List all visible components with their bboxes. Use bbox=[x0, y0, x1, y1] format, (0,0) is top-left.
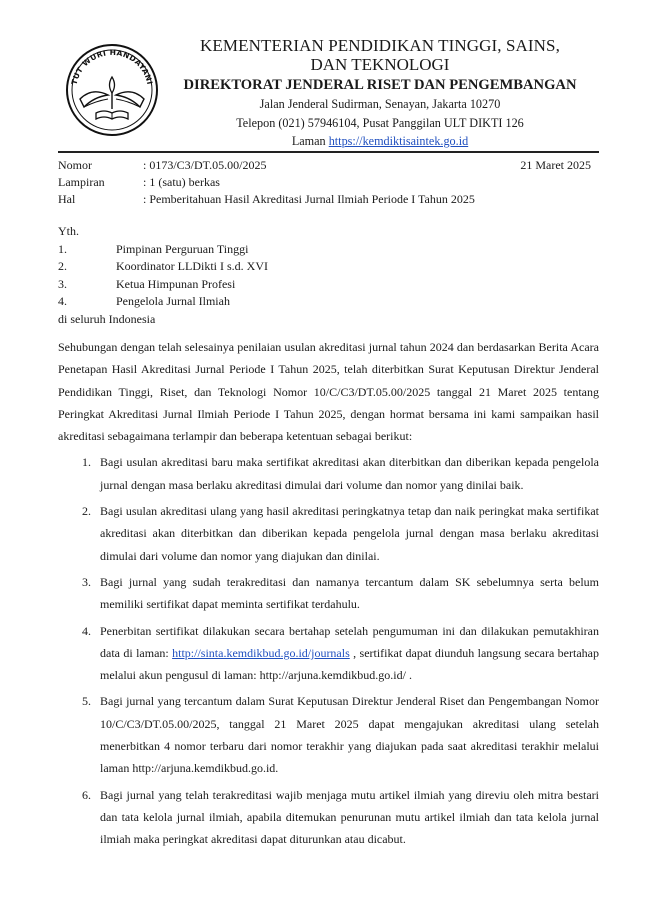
website-line bbox=[150, 134, 610, 150]
meta-row-nomor bbox=[58, 157, 599, 174]
provision-text-b: , sertifikat dapat diunduh langsung secara bertahap melalui akun pengusul di laman: http://arjuna.kemdikbud.go.id/ . bbox=[100, 645, 599, 683]
ministry-name-line2: DAN TEKNOLOGI bbox=[310, 55, 450, 74]
provision-item bbox=[58, 784, 599, 851]
provision-item bbox=[58, 500, 599, 567]
sinta-journals-link[interactable]: http://sinta.kemdikbud.go.id/journals bbox=[172, 645, 350, 660]
provision-text: Bagi usulan akreditasi ulang yang hasil akreditasi peringkatnya tetap dan naik peringkat maka sertifikat akreditasi akan diterbitkan dan diberikan kepada pengelola jurnal dengan masa berlaku akreditasi dimulai dari volume dan nomor yang diajukan dan dinilai. bbox=[100, 504, 599, 563]
recipient-text: Ketua Himpunan Profesi bbox=[116, 276, 236, 291]
provision-number: 1. bbox=[82, 455, 91, 470]
recipient-item bbox=[58, 293, 230, 311]
address: Jalan Jenderal Sudirman, Senayan, Jakarta 10270 bbox=[259, 97, 501, 111]
letter-body bbox=[58, 336, 599, 851]
provision-text: Bagi jurnal yang sudah terakreditasi dan namanya tercantum dalam SK sebelumnya serta belum memiliki sertifikat dapat meminta sertifikat terdahulu. bbox=[100, 574, 599, 612]
website-label: Laman bbox=[291, 134, 326, 148]
recipient-text: Pimpinan Perguruan Tinggi bbox=[116, 241, 249, 256]
salutation: Yth. bbox=[58, 224, 79, 238]
phone: Telepon (021) 57946104, Pusat Panggilan ULT DIKTI 126 bbox=[236, 115, 524, 130]
recipient-location: di seluruh Indonesia bbox=[58, 311, 156, 326]
hal-label: Hal bbox=[58, 192, 76, 206]
recipient-text: Pengelola Jurnal Ilmiah bbox=[116, 294, 230, 309]
provision-number: 2. bbox=[82, 504, 91, 519]
letterhead bbox=[150, 36, 610, 150]
recipient-number: 4. bbox=[58, 294, 67, 309]
recipient-number: 1. bbox=[58, 241, 67, 256]
provision-item bbox=[58, 690, 599, 779]
website-link[interactable]: https://kemdiktisaintek.go.id bbox=[328, 134, 469, 148]
recipient-text: Koordinator LLDikti I s.d. XVI bbox=[116, 259, 268, 274]
recipient-number: 2. bbox=[58, 259, 67, 274]
ministry-name-line1: KEMENTERIAN PENDIDIKAN TINGGI, SAINS, bbox=[200, 36, 560, 55]
provision-item bbox=[58, 451, 599, 496]
recipient-item bbox=[58, 276, 236, 294]
directorate-name: DIREKTORAT JENDERAL RISET DAN PENGEMBANGAN bbox=[183, 77, 577, 93]
lampiran-value: : 1 (satu) berkas bbox=[143, 175, 220, 189]
nomor-label: Nomor bbox=[58, 158, 92, 172]
recipient-number: 3. bbox=[58, 276, 67, 291]
recipient-item bbox=[58, 258, 268, 276]
letterhead-divider bbox=[58, 151, 599, 153]
tut-wuri-handayani-logo bbox=[62, 37, 162, 137]
provision-text: Bagi usulan akreditasi baru maka sertifikat akreditasi akan diterbitkan dan diberikan kepada pengelola jurnal dengan masa berlaku akreditasi dimulai dari volume dan nomor yang dinilai baik. bbox=[100, 455, 599, 492]
provision-number: 5. bbox=[82, 694, 91, 709]
provisions-list bbox=[58, 451, 599, 850]
nomor-value: : 0173/C3/DT.05.00/2025 bbox=[143, 158, 267, 172]
provision-text-a: Penerbitan sertifikat dilakukan secara bertahap setelah pengumuman ini dan dilakukan pemutakhiran data di laman: bbox=[100, 623, 599, 660]
recipients bbox=[58, 223, 268, 329]
provision-number: 3. bbox=[82, 574, 91, 589]
letter-meta bbox=[58, 157, 599, 208]
letter-date: 21 Maret 2025 bbox=[520, 158, 591, 172]
meta-row-hal bbox=[58, 191, 599, 208]
recipient-item bbox=[58, 241, 249, 259]
provision-item bbox=[58, 620, 599, 687]
provision-number: 4. bbox=[82, 623, 91, 638]
meta-row-lampiran bbox=[58, 174, 599, 191]
provision-number: 6. bbox=[82, 787, 91, 802]
provision-text: Bagi jurnal yang tercantum dalam Surat Keputusan Direktur Jenderal Riset dan Pengembangan Nomor 10/C/C3/DT.05.00/2025, tanggal 21 Maret 2025 dapat mengajukan akreditasi ulang setelah menerbitkan 4 nomor terbaru dari nomor terakhir yang diajukan pada saat akreditasi terakhir melalui laman http://arjuna.kemdikbud.go.id. bbox=[100, 694, 599, 776]
provision-text: Bagi jurnal yang telah terakreditasi wajib menjaga mutu artikel ilmiah yang direviu oleh mitra bestari dan tata kelola jurnal ilmiah, apabila ditemukan penurunan mutu artikel ilmiah dan tata kelola jurnal ilmiah maka peringkat akreditasi dapat diturunkan atau dicabut. bbox=[100, 787, 599, 847]
intro-paragraph: Sehubungan dengan telah selesainya penilaian usulan akreditasi jurnal tahun 2024 dan berdasarkan Berita Acara Penetapan Hasil Akreditasi Jurnal Periode I Tahun 2025, telah diterbitkan Surat Keputusan Direktur Jenderal Pendidikan Tinggi, Riset, dan Teknologi Nomor 10/C/C3/DT.05.00/2025 tanggal 21 Maret 2025 tentang Peringkat Akreditasi Jurnal Ilmiah Periode I Tahun 2025, dengan hormat bersama ini kami sampaikan hasil akreditasi sebagaimana terlampir dan beberapa ketentuan sebagai berikut: bbox=[58, 340, 599, 444]
provision-item bbox=[58, 571, 599, 616]
svg-text:TUT WURI HANDAYANI: TUT WURI HANDAYANI bbox=[69, 47, 155, 86]
hal-value: : Pemberitahuan Hasil Akreditasi Jurnal Ilmiah Periode I Tahun 2025 bbox=[143, 192, 475, 206]
lampiran-label: Lampiran bbox=[58, 175, 105, 189]
